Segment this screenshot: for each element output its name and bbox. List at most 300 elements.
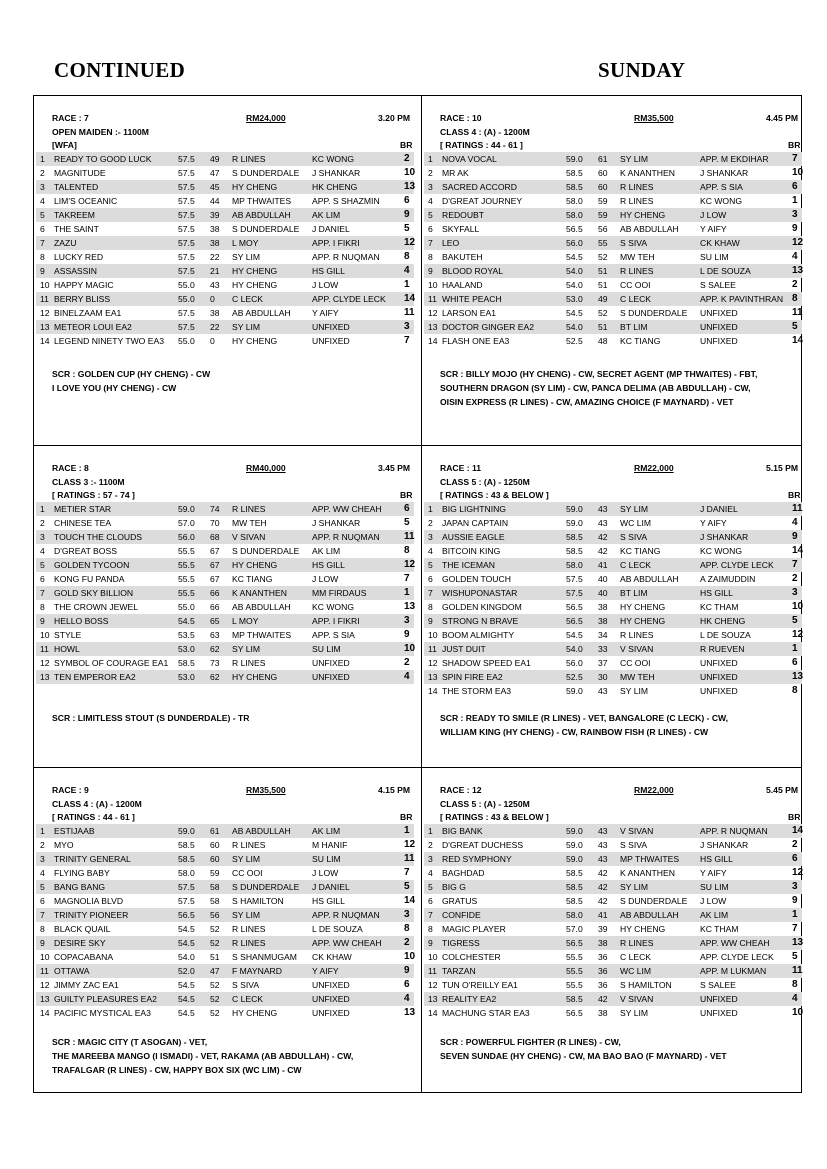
horse-name: READY TO GOOD LUCK <box>54 154 152 164</box>
runner-row <box>424 838 802 852</box>
race-time: 5.45 PM <box>766 785 799 795</box>
runner-row <box>36 166 414 180</box>
weight: 58.5 <box>566 868 583 878</box>
trainer: S SALEE <box>700 980 736 990</box>
race-prize: RM22,000 <box>634 463 674 473</box>
barrier: 4 <box>404 265 410 276</box>
jockey: R LINES <box>232 154 266 164</box>
horse-name: LIM'S OCEANIC <box>54 196 118 206</box>
horse-name: LUCKY RED <box>54 252 104 262</box>
barrier: 11 <box>792 965 803 976</box>
runner-row <box>424 684 802 698</box>
rating: 61 <box>598 154 608 164</box>
horse-name: THE ICEMAN <box>442 560 495 570</box>
rating: 51 <box>598 322 608 332</box>
trainer: J SHANKAR <box>312 168 361 178</box>
runner-number: 9 <box>40 938 45 948</box>
rating: 59 <box>598 196 608 206</box>
weight: 54.5 <box>566 630 583 640</box>
trainer: J SHANKAR <box>700 532 749 542</box>
rating: 41 <box>598 910 608 920</box>
race-number: RACE : 7 <box>52 113 89 123</box>
scratching-line: I LOVE YOU (HY CHENG) - CW <box>52 383 177 393</box>
barrier: 5 <box>792 321 798 332</box>
runner-row <box>36 922 414 936</box>
runner-number: 4 <box>40 546 45 556</box>
weight: 56.0 <box>566 238 583 248</box>
barrier: 9 <box>404 629 410 640</box>
trainer: UNFIXED <box>312 672 350 682</box>
weight: 57.5 <box>178 196 195 206</box>
horse-name: GOLDEN KINGDOM <box>442 602 522 612</box>
jockey: S SIVA <box>620 532 648 542</box>
horse-name: BOOM ALMIGHTY <box>442 630 515 640</box>
rating: 65 <box>210 616 220 626</box>
jockey: C LECK <box>620 560 652 570</box>
jockey: HY CHENG <box>232 266 278 276</box>
jockey: AB ABDULLAH <box>620 224 679 234</box>
weight: 52.0 <box>178 966 195 976</box>
runner-number: 13 <box>428 322 438 332</box>
scratchings <box>440 711 728 739</box>
barrier: 5 <box>404 223 410 234</box>
horse-name: BLACK QUAIL <box>54 924 111 934</box>
weight: 59.0 <box>566 154 583 164</box>
jockey: C LECK <box>232 994 264 1004</box>
barrier: 13 <box>792 265 804 276</box>
jockey: AB ABDULLAH <box>232 602 291 612</box>
jockey: V SIVAN <box>620 644 654 654</box>
jockey: WC LIM <box>620 518 652 528</box>
jockey: S HAMILTON <box>620 980 672 990</box>
weight: 59.0 <box>566 686 583 696</box>
race-class: CLASS 4 : (A) - 1200M <box>52 799 142 809</box>
trainer: Y AIFY <box>700 224 727 234</box>
runner-number: 6 <box>40 896 45 906</box>
trainer: R RUEVEN <box>700 644 745 654</box>
weight: 57.5 <box>178 210 195 220</box>
jockey: C LECK <box>232 294 264 304</box>
rating: 36 <box>598 966 608 976</box>
scratchings <box>52 1035 353 1077</box>
rating: 45 <box>210 182 220 192</box>
barrier: 2 <box>792 279 798 290</box>
scratching-line: SCR : LIMITLESS STOUT (S DUNDERDALE) - TR <box>52 713 250 723</box>
trainer: L DE SOUZA <box>700 630 751 640</box>
rating: 61 <box>210 826 220 836</box>
weight: 56.0 <box>178 532 195 542</box>
runner-number: 2 <box>428 840 433 850</box>
weight: 56.5 <box>566 1008 583 1018</box>
runner-number: 9 <box>40 616 45 626</box>
barrier: 5 <box>792 615 798 626</box>
jockey: HY CHENG <box>232 672 278 682</box>
barrier: 3 <box>404 321 410 332</box>
rating: 66 <box>210 602 220 612</box>
weight: 58.5 <box>178 658 195 668</box>
barrier: 8 <box>404 251 410 262</box>
runner-number: 9 <box>428 616 433 626</box>
jockey: C LECK <box>620 952 652 962</box>
trainer: L DE SOUZA <box>312 924 363 934</box>
rating: 38 <box>210 308 220 318</box>
weight: 55.0 <box>178 602 195 612</box>
barrier: 13 <box>404 601 416 612</box>
weight: 54.0 <box>566 644 583 654</box>
runner-row <box>424 656 802 670</box>
barrier-label: BR <box>788 140 801 150</box>
rating: 36 <box>598 980 608 990</box>
runner-list <box>424 152 802 348</box>
horse-name: BAKUTEH <box>442 252 483 262</box>
trainer: APP. R NUQMAN <box>312 532 380 542</box>
rating: 43 <box>210 280 220 290</box>
race-panel <box>422 446 804 768</box>
barrier: 11 <box>404 307 415 318</box>
horse-name: D'GREAT DUCHESS <box>442 840 524 850</box>
runner-row <box>424 222 802 236</box>
trainer: APP. CLYDE LECK <box>312 294 386 304</box>
runner-number: 4 <box>40 868 45 878</box>
runner-row <box>424 152 802 166</box>
jockey: WC LIM <box>620 966 652 976</box>
barrier: 12 <box>792 237 804 248</box>
horse-name: SHADOW SPEED EA1 <box>442 658 531 668</box>
weight: 53.5 <box>178 630 195 640</box>
weight: 57.0 <box>566 924 583 934</box>
trainer: M HANIF <box>312 840 348 850</box>
runner-number: 11 <box>428 294 437 304</box>
weight: 59.0 <box>566 840 583 850</box>
trainer: SU LIM <box>700 882 729 892</box>
horse-name: TEN EMPEROR EA2 <box>54 672 136 682</box>
weight: 59.0 <box>566 504 583 514</box>
horse-name: COLCHESTER <box>442 952 501 962</box>
jockey: S SIVA <box>232 980 260 990</box>
weight: 55.0 <box>178 294 195 304</box>
runner-row <box>36 880 414 894</box>
trainer: UNFIXED <box>700 658 738 668</box>
runner-number: 13 <box>428 672 438 682</box>
barrier: 13 <box>404 1007 416 1018</box>
rating: 52 <box>210 1008 220 1018</box>
weight: 53.0 <box>566 294 583 304</box>
jockey: KC TIANG <box>620 336 661 346</box>
page-header-right: SUNDAY <box>598 58 686 82</box>
barrier: 4 <box>792 517 798 528</box>
horse-name: CONFIDE <box>442 910 481 920</box>
trainer: MM FIRDAUS <box>312 588 367 598</box>
weight: 56.0 <box>566 658 583 668</box>
weight: 57.5 <box>178 308 195 318</box>
jockey: SY LIM <box>620 154 649 164</box>
runner-row <box>36 180 414 194</box>
trainer: SU LIM <box>312 854 341 864</box>
runner-row <box>424 922 802 936</box>
trainer: J LOW <box>312 574 339 584</box>
rating: 59 <box>598 210 608 220</box>
horse-name: CHINESE TEA <box>54 518 112 528</box>
jockey: S SIVA <box>620 238 648 248</box>
trainer: CK KHAW <box>700 238 740 248</box>
race-class: CLASS 5 : (A) - 1250M <box>440 477 530 487</box>
weight: 58.5 <box>566 546 583 556</box>
rating: 43 <box>598 854 608 864</box>
jockey: S DUNDERDALE <box>232 168 300 178</box>
weight: 59.0 <box>178 504 195 514</box>
barrier: 14 <box>404 293 416 304</box>
runner-list <box>36 824 414 1020</box>
runner-row <box>36 236 414 250</box>
rating: 52 <box>598 308 608 318</box>
trainer: Y AIFY <box>312 966 339 976</box>
weight: 57.5 <box>178 238 195 248</box>
horse-name: JIMMY ZAC EA1 <box>54 980 119 990</box>
runner-number: 7 <box>428 238 433 248</box>
trainer: J SHANKAR <box>700 168 749 178</box>
barrier-label: BR <box>400 490 413 500</box>
runner-number: 8 <box>40 602 45 612</box>
horse-name: THE CROWN JEWEL <box>54 602 139 612</box>
race-panel <box>34 768 416 1090</box>
rating: 38 <box>598 602 608 612</box>
rating: 38 <box>598 1008 608 1018</box>
horse-name: ZAZU <box>54 238 77 248</box>
runner-row <box>424 642 802 656</box>
trainer: KC WONG <box>700 196 743 206</box>
weight: 57.0 <box>178 518 195 528</box>
weight: 57.5 <box>178 322 195 332</box>
runner-number: 12 <box>428 658 438 668</box>
rating: 42 <box>598 532 608 542</box>
runner-row <box>36 964 414 978</box>
runner-number: 4 <box>428 868 433 878</box>
horse-name: METIER STAR <box>54 504 112 514</box>
runner-number: 11 <box>40 644 49 654</box>
runner-row <box>36 600 414 614</box>
weight: 54.0 <box>566 280 583 290</box>
horse-name: KONG FU PANDA <box>54 574 125 584</box>
rating: 43 <box>598 840 608 850</box>
jockey: SY LIM <box>232 252 261 262</box>
jockey: L MOY <box>232 616 259 626</box>
runner-row <box>424 614 802 628</box>
scratchings <box>440 367 757 409</box>
runner-row <box>36 866 414 880</box>
runner-list <box>424 824 802 1020</box>
barrier: 3 <box>792 881 798 892</box>
jockey: C LECK <box>620 294 652 304</box>
runner-row <box>36 992 414 1006</box>
runner-number: 1 <box>40 154 45 164</box>
page-header-left: CONTINUED <box>54 58 186 82</box>
jockey: AB ABDULLAH <box>232 308 291 318</box>
rating: 60 <box>598 168 608 178</box>
runner-row <box>424 208 802 222</box>
horse-name: STYLE <box>54 630 82 640</box>
runner-number: 9 <box>428 938 433 948</box>
weight: 55.5 <box>178 574 195 584</box>
race-rating: [ RATINGS : 44 - 61 ] <box>52 812 135 822</box>
weight: 58.5 <box>566 168 583 178</box>
runner-number: 5 <box>428 882 433 892</box>
trainer: KC WONG <box>700 546 743 556</box>
jockey: S SHANMUGAM <box>232 952 297 962</box>
weight: 57.5 <box>566 574 583 584</box>
weight: 54.0 <box>566 322 583 332</box>
trainer: J DANIEL <box>700 504 738 514</box>
horse-name: ESTIJAAB <box>54 826 95 836</box>
trainer: KC WONG <box>312 602 355 612</box>
barrier-label: BR <box>788 812 801 822</box>
horse-name: HAALAND <box>442 280 483 290</box>
trainer: APP. K PAVINTHRAN <box>700 294 784 304</box>
runner-number: 5 <box>428 210 433 220</box>
runner-number: 8 <box>40 252 45 262</box>
runner-number: 2 <box>428 518 433 528</box>
horse-name: TARZAN <box>442 966 476 976</box>
runner-number: 8 <box>428 924 433 934</box>
jockey: AB ABDULLAH <box>620 574 679 584</box>
barrier: 9 <box>404 209 410 220</box>
trainer: APP. R NUQMAN <box>312 252 380 262</box>
horse-name: RED SYMPHONY <box>442 854 512 864</box>
rating: 56 <box>598 224 608 234</box>
runner-row <box>36 334 414 348</box>
rating: 51 <box>210 952 220 962</box>
trainer: UNFIXED <box>700 308 738 318</box>
race-rating: [ RATINGS : 57 - 74 ] <box>52 490 135 500</box>
weight: 57.5 <box>178 252 195 262</box>
runner-row <box>424 334 802 348</box>
runner-number: 4 <box>428 546 433 556</box>
weight: 58.0 <box>566 210 583 220</box>
horse-name: OTTAWA <box>54 966 90 976</box>
jockey: SY LIM <box>620 504 649 514</box>
barrier: 3 <box>404 909 410 920</box>
weight: 55.5 <box>566 952 583 962</box>
runner-row <box>424 306 802 320</box>
trainer: SU LIM <box>312 644 341 654</box>
weight: 58.5 <box>178 840 195 850</box>
jockey: L MOY <box>232 238 259 248</box>
rating: 63 <box>210 630 220 640</box>
horse-name: THE SAINT <box>54 224 99 234</box>
runner-number: 13 <box>428 994 438 1004</box>
weight: 57.5 <box>178 882 195 892</box>
runner-row <box>424 866 802 880</box>
rating: 60 <box>210 854 220 864</box>
barrier: 11 <box>792 503 803 514</box>
weight: 54.0 <box>566 266 583 276</box>
trainer: APP. I FIKRI <box>312 616 360 626</box>
jockey: S HAMILTON <box>232 896 284 906</box>
runner-list <box>36 502 414 684</box>
scratching-line: SOUTHERN DRAGON (SY LIM) - CW, PANCA DELIMA (AB ABDULLAH) - CW, <box>440 383 751 393</box>
jockey: V SIVAN <box>620 994 654 1004</box>
runner-number: 13 <box>40 994 50 1004</box>
jockey: R LINES <box>620 266 654 276</box>
jockey: KC TIANG <box>620 546 661 556</box>
runner-number: 12 <box>428 980 438 990</box>
runner-row <box>36 250 414 264</box>
horse-name: REDOUBT <box>442 210 485 220</box>
runner-number: 3 <box>428 854 433 864</box>
jockey: HY CHENG <box>620 210 666 220</box>
race-rating: [WFA] <box>52 140 77 150</box>
race-number: RACE : 8 <box>52 463 89 473</box>
weight: 56.5 <box>566 602 583 612</box>
trainer: UNFIXED <box>700 1008 738 1018</box>
horse-name: PACIFIC MYSTICAL EA3 <box>54 1008 151 1018</box>
barrier: 1 <box>404 279 410 290</box>
weight: 59.0 <box>178 826 195 836</box>
barrier: 13 <box>792 937 804 948</box>
race-class: CLASS 3 :- 1100M <box>52 477 125 487</box>
weight: 58.5 <box>566 882 583 892</box>
barrier: 10 <box>404 643 416 654</box>
barrier: 4 <box>404 671 410 682</box>
runner-list <box>424 502 802 698</box>
barrier: 6 <box>404 195 410 206</box>
horse-name: GOLDEN TOUCH <box>442 574 511 584</box>
runner-number: 7 <box>40 238 45 248</box>
rating: 38 <box>210 238 220 248</box>
trainer: HS GILL <box>312 560 345 570</box>
race-number: RACE : 10 <box>440 113 482 123</box>
barrier-label: BR <box>400 812 413 822</box>
barrier: 9 <box>792 223 798 234</box>
weight: 59.0 <box>566 826 583 836</box>
rating: 39 <box>210 210 220 220</box>
weight: 54.5 <box>178 1008 195 1018</box>
runner-row <box>424 936 802 950</box>
trainer: AK LIM <box>312 826 341 836</box>
barrier: 6 <box>792 853 798 864</box>
horse-name: FLASH ONE EA3 <box>442 336 510 346</box>
runner-row <box>36 978 414 992</box>
runner-row <box>424 516 802 530</box>
barrier: 1 <box>792 909 798 920</box>
runner-row <box>424 292 802 306</box>
trainer: APP. S SIA <box>312 630 355 640</box>
weight: 56.5 <box>566 616 583 626</box>
race-class: CLASS 4 : (A) - 1200M <box>440 127 530 137</box>
rating: 41 <box>598 560 608 570</box>
horse-name: DOCTOR GINGER EA2 <box>442 322 535 332</box>
runner-row <box>36 670 414 684</box>
jockey: SY LIM <box>620 882 649 892</box>
runner-row <box>424 530 802 544</box>
rating: 52 <box>598 252 608 262</box>
jockey: K ANANTHEN <box>620 868 675 878</box>
scratchings <box>440 1035 727 1063</box>
rating: 43 <box>598 504 608 514</box>
weight: 53.0 <box>178 672 195 682</box>
weight: 57.5 <box>566 588 583 598</box>
barrier: 10 <box>792 601 804 612</box>
horse-name: BIG G <box>442 882 466 892</box>
weight: 54.5 <box>178 980 195 990</box>
rating: 73 <box>210 658 220 668</box>
weight: 57.5 <box>178 168 195 178</box>
runner-row <box>424 978 802 992</box>
runner-number: 12 <box>40 308 50 318</box>
race-class: CLASS 5 : (A) - 1250M <box>440 799 530 809</box>
rating: 62 <box>210 672 220 682</box>
trainer: APP. R NUQMAN <box>700 826 768 836</box>
horse-name: TRINITY PIONEER <box>54 910 129 920</box>
